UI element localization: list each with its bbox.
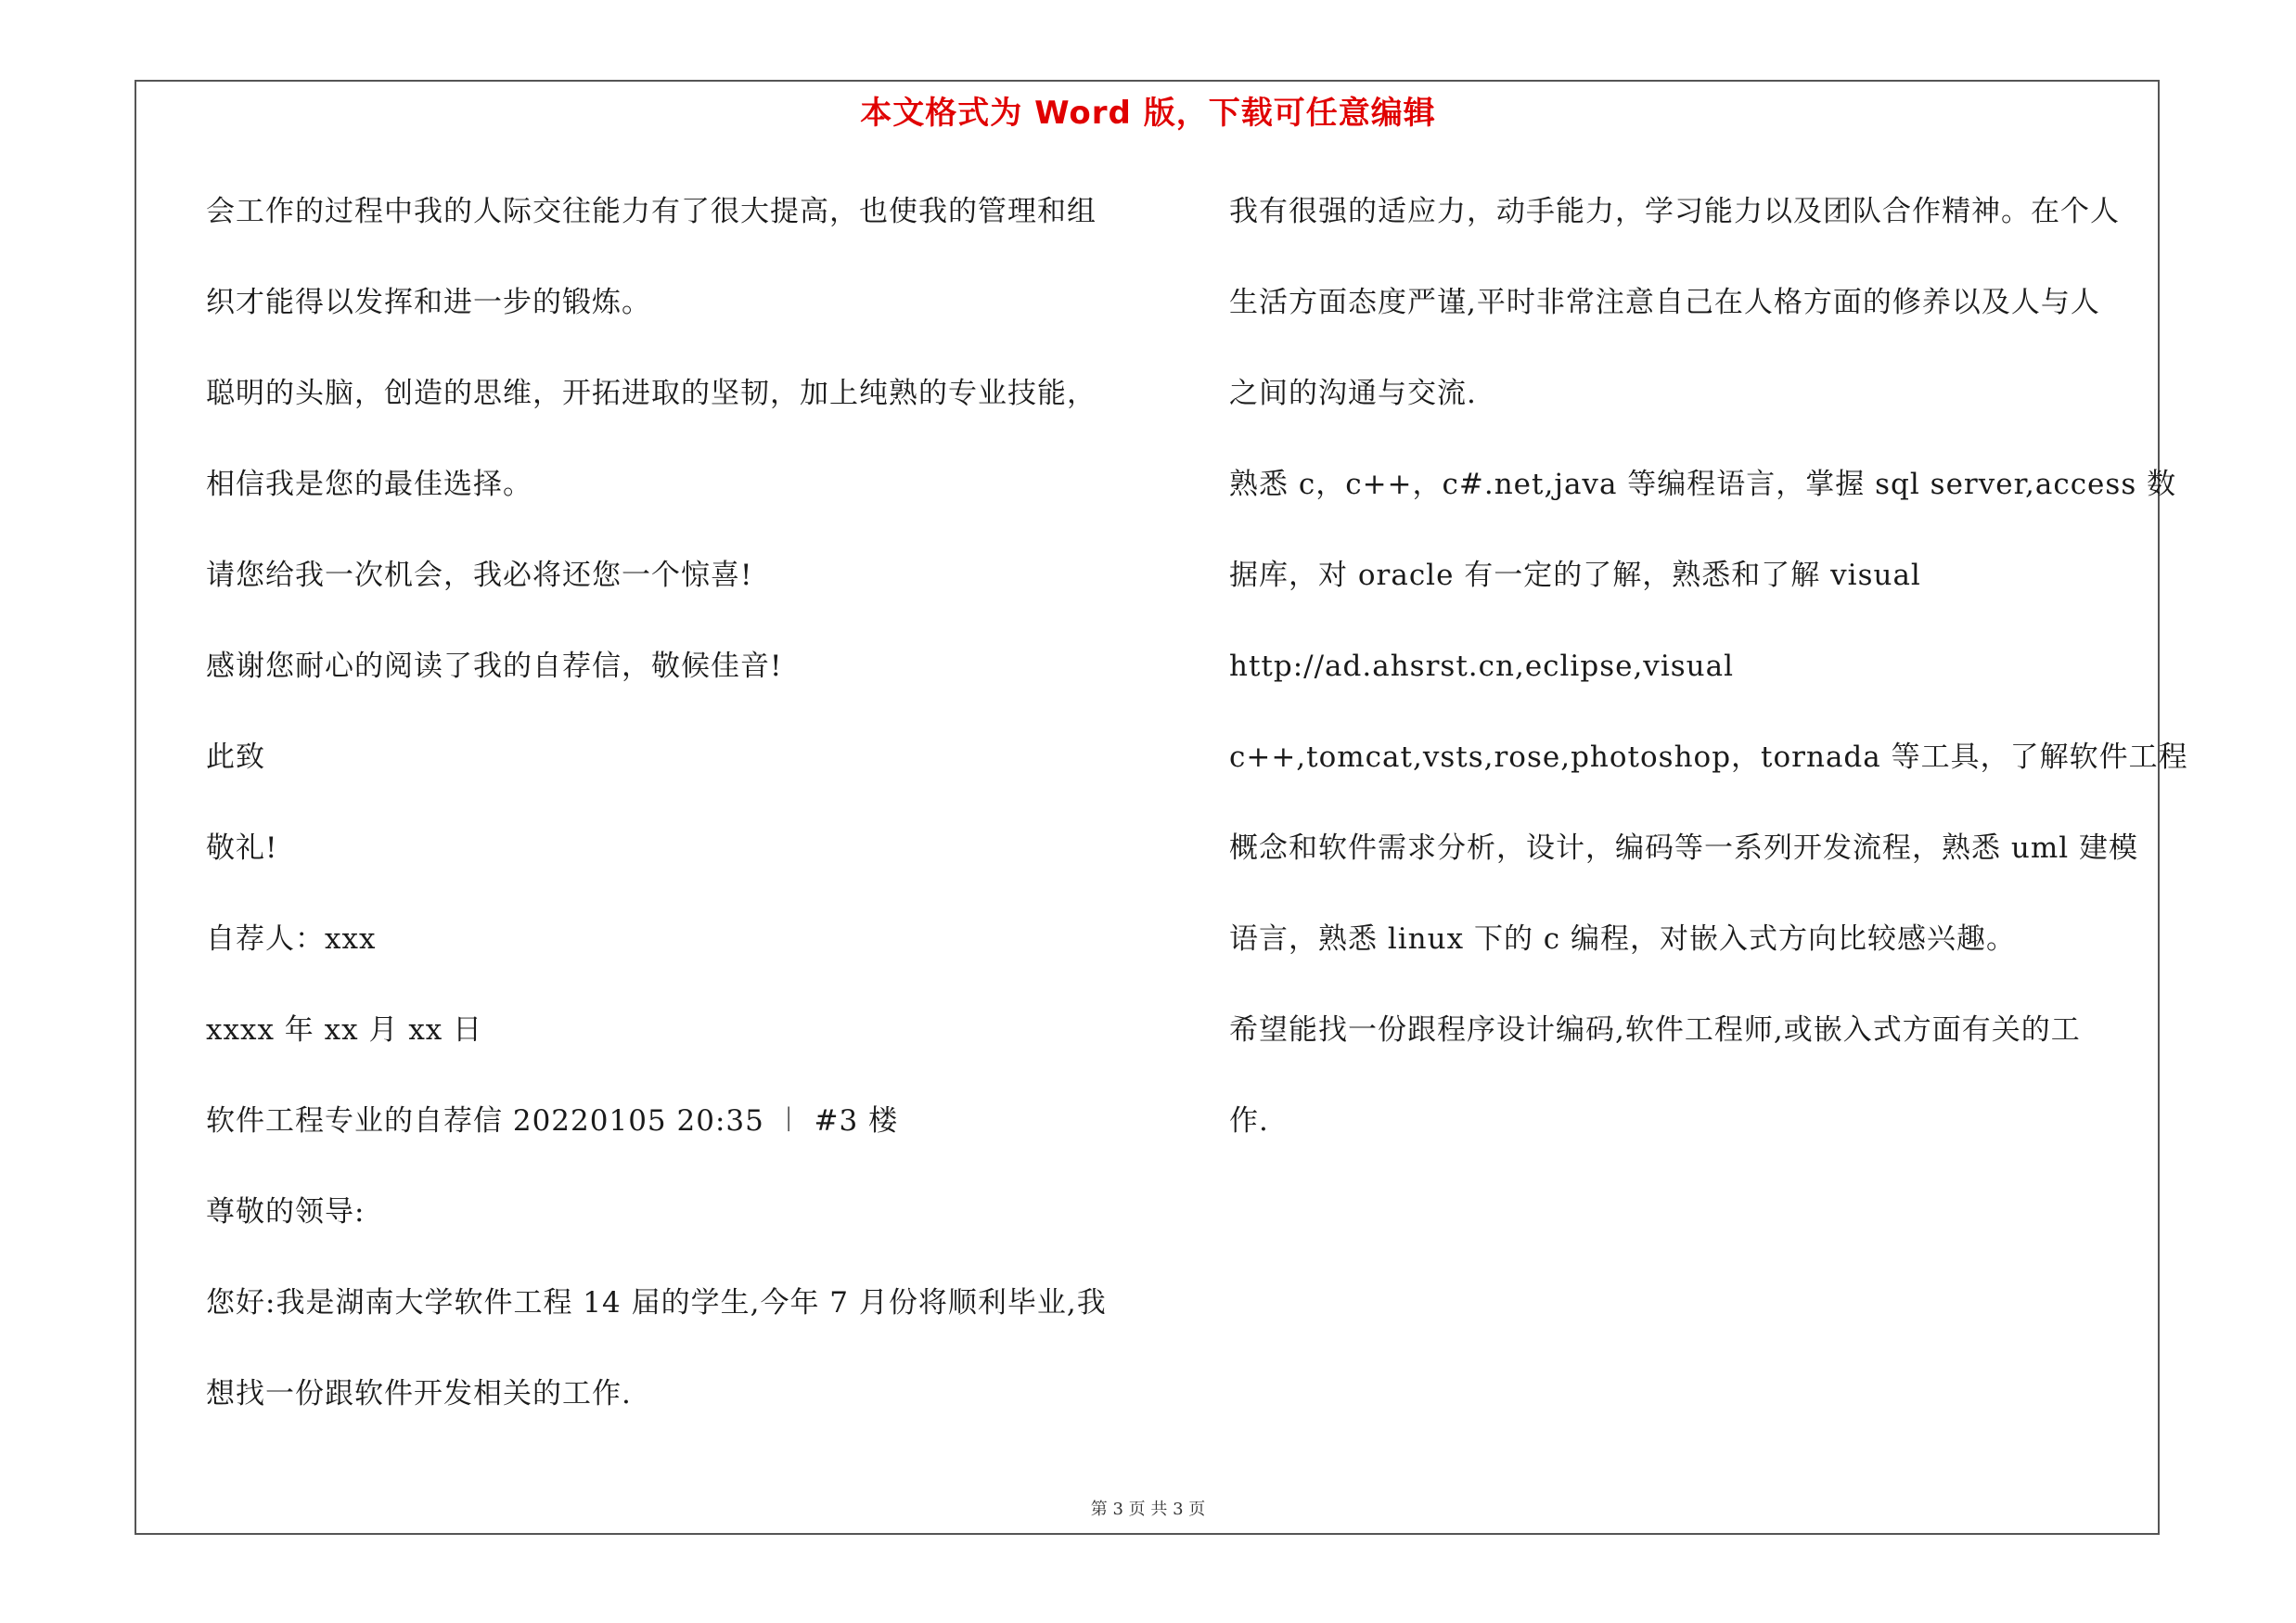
text-line: 语言，熟悉 linux 下的 c 编程，对嵌入式方向比较感兴趣。 — [1229, 922, 2017, 956]
text-line: 据库，对 oracle 有一定的了解，熟悉和了解 visual — [1229, 559, 1921, 592]
page-banner: 本文格式为 Word 版，下载可任意编辑 — [860, 95, 1436, 132]
text-line: 聪明的头脑，创造的思维，开拓进取的坚韧，加上纯熟的专业技能， — [206, 377, 1097, 410]
text-line: 织才能得以发挥和进一步的锻炼。 — [206, 286, 651, 319]
text-line: 您好:我是湖南大学软件工程 14 届的学生,今年 7 月份将顺利毕业,我 — [206, 1286, 1107, 1320]
text-line: 希望能找一份跟程序设计编码,软件工程师,或嵌入式方面有关的工 — [1229, 1013, 2081, 1047]
text-line: 软件工程专业的自荐信 20220105 20:35 ︱ #3 楼 — [206, 1104, 899, 1138]
text-line: 生活方面态度严谨,平时非常注意自己在人格方面的修养以及人与人 — [1229, 286, 2100, 319]
text-line: 自荐人：xxx — [206, 922, 377, 956]
text-line: 我有很强的适应力，动手能力，学习能力以及团队合作精神。在个人 — [1229, 195, 2120, 228]
text-line: 请您给我一次机会，我必将还您一个惊喜! — [206, 559, 753, 592]
text-line: http://ad.ahsrst.cn,eclipse,visual — [1229, 650, 1735, 683]
text-line: 之间的沟通与交流. — [1229, 377, 1477, 410]
text-line: 作. — [1229, 1104, 1269, 1138]
text-line: 概念和软件需求分析，设计，编码等一系列开发流程，熟悉 uml 建模 — [1229, 831, 2138, 865]
left-column — [206, 184, 1143, 1457]
text-line: 相信我是您的最佳选择。 — [206, 468, 532, 501]
text-line: 感谢您耐心的阅读了我的自荐信，敬候佳音! — [206, 650, 783, 683]
text-line: 敬礼! — [206, 831, 278, 865]
text-line: c++,tomcat,vsts,rose,photoshop，tornada 等工具，了解软件工程 — [1229, 741, 2188, 774]
text-line: 熟悉 c，c++，c#.net,java 等编程语言，掌握 sql server,access 数 — [1229, 468, 2177, 501]
page-number-footer: 第 3 页 共 3 页 — [1090, 1500, 1206, 1519]
right-column — [1229, 184, 2188, 1184]
text-line: 尊敬的领导: — [206, 1195, 366, 1229]
text-line: 此致 — [206, 741, 265, 774]
text-line: 想找一份跟软件开发相关的工作. — [206, 1377, 632, 1410]
text-line: xxxx 年 xx 月 xx 日 — [206, 1013, 483, 1047]
text-line: 会工作的过程中我的人际交往能力有了很大提高，也使我的管理和组 — [206, 195, 1097, 228]
